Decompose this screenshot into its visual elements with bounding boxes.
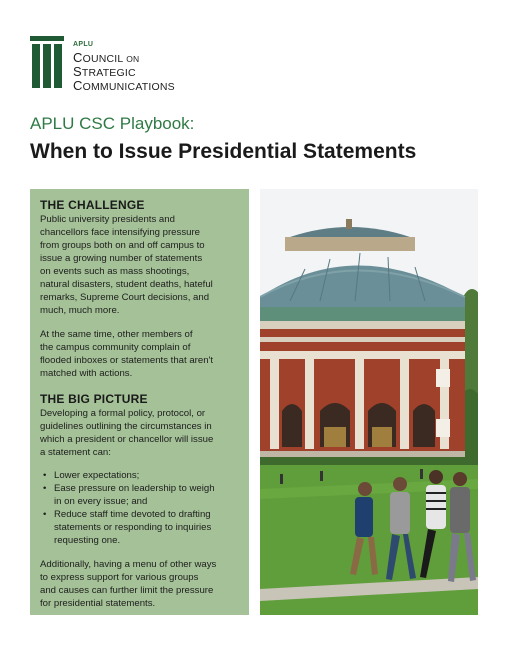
logo-line-communications: COMMUNICATIONS [73, 78, 175, 93]
big-picture-bullets [40, 469, 239, 547]
content-panel [30, 189, 249, 615]
challenge-paragraph-1: Public university presidents and chancellors face intensifying pressure from groups both on and off campus to issue a growing number of statements on events such as mass shootings, natural disasters, student deaths, hateful remarks, Supreme Court decisions, and much, much more. [40, 214, 213, 316]
playbook-kicker: APLU CSC Playbook: [30, 114, 195, 133]
challenge-paragraph-2: At the same time, other members of the campus community complain of flooded inboxes or statements that aren't matched with actions. [40, 329, 214, 379]
bullet-item: • Lower expectations; [40, 469, 239, 482]
aplu-csc-logo [30, 34, 190, 94]
logo-line-strategic: STRATEGIC [73, 64, 136, 79]
bullet-item: • Ease pressure on leadership to weigh in on every issue; and [40, 482, 239, 508]
big-picture-paragraph-2: Additionally, having a menu of other ways to express support for various groups and causes can further limit the pressure for presidential statements. [40, 559, 217, 609]
bullet-item: • Reduce staff time devoted to drafting statements or responding to inquiries requesting one. [40, 508, 239, 547]
campus-scene-illustration [260, 189, 478, 615]
page-title: When to Issue Presidential Statements [30, 140, 417, 163]
columns-logo-icon [30, 34, 64, 90]
challenge-heading: THE CHALLENGE [40, 198, 145, 212]
big-picture-paragraph-1: Developing a formal policy, protocol, or guidelines outlining the circumstances in which a president or chancellor will issue a statement can: [40, 408, 214, 458]
big-picture-heading: THE BIG PICTURE [40, 392, 148, 406]
logo-aplu-text: APLU [73, 41, 94, 48]
campus-auditorium-photo [260, 189, 478, 615]
logo-line-council: COUNCIL ON [73, 50, 140, 65]
